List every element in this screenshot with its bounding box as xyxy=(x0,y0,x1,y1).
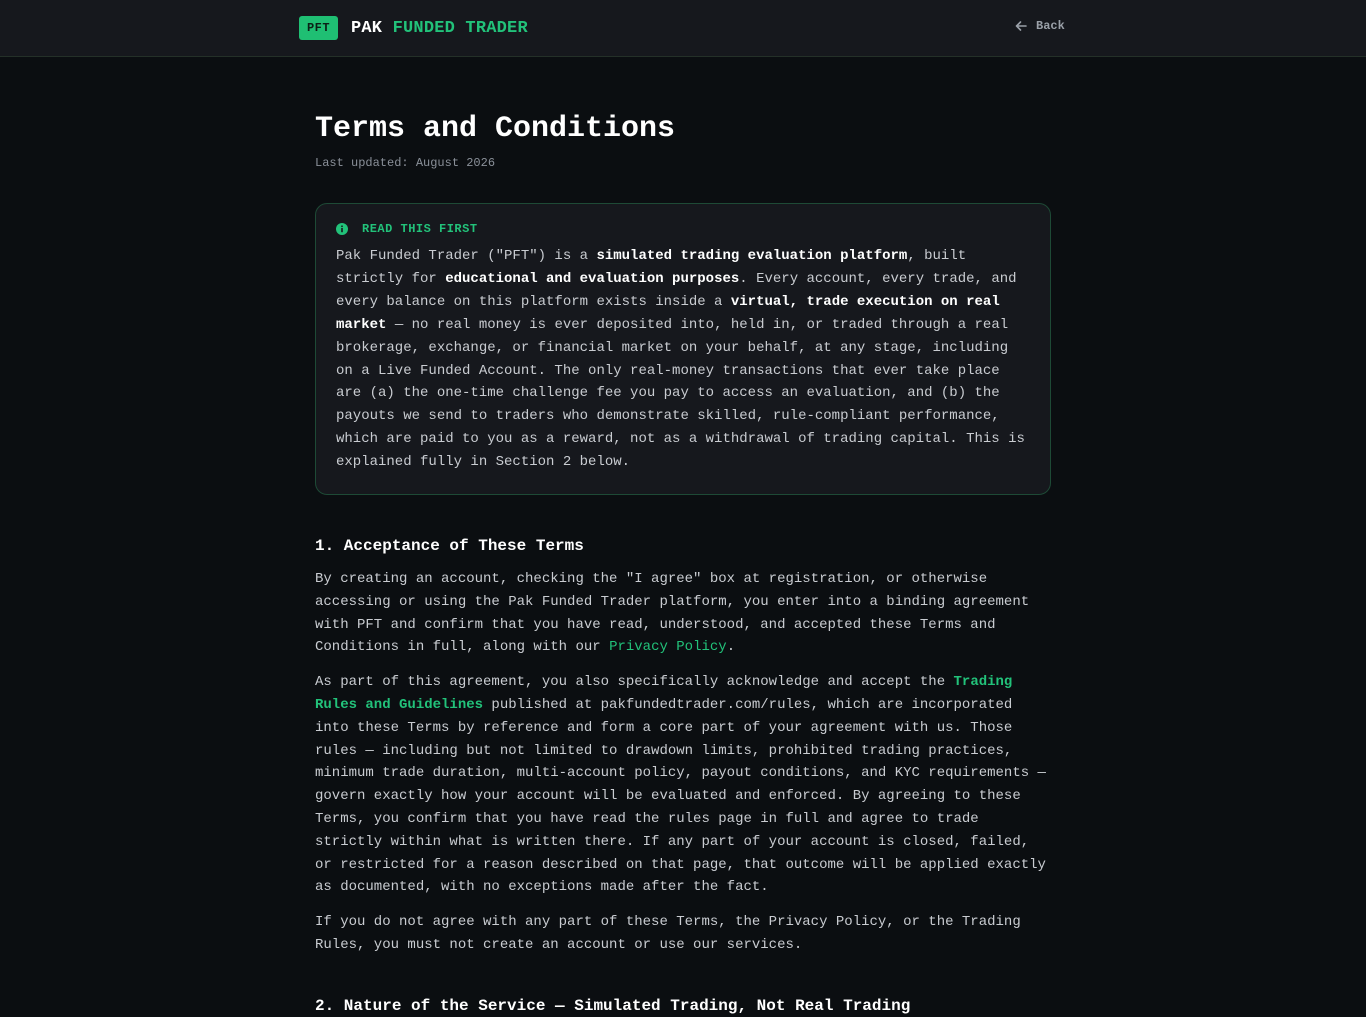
notice-text-4: — no real money is ever deposited into, held in, or traded through a real brokerage, exchange, or financial market on your behalf, at any stage, including on a Live Funded Account. The only real-money transactions that ever take place are (a) the one-time challenge fee you pay to access an evaluation, and (b) the payouts we send to traders who demonstrate skilled, rule-compliant performance, which are paid to you as a reward, not as a withdrawal of trading capital. This is explained fully in Section 2 below. xyxy=(336,316,1025,471)
privacy-policy-link[interactable]: Privacy Policy xyxy=(609,639,727,656)
section-1-para-1-text: By creating an account, checking the "I agree" box at registration, or otherwise accessing or using the Pak Funded Trader platform, you enter into a binding agreement with PFT and confirm that you have read, understood, and accepted these Terms and Conditions in full, along with our xyxy=(315,571,1030,656)
section-1-title: 1. Acceptance of These Terms xyxy=(315,537,584,556)
brand-logo[interactable] xyxy=(299,16,528,40)
notice-body xyxy=(336,245,1030,474)
notice-heading-text: READ THIS FIRST xyxy=(362,222,478,236)
notice-text-1: Pak Funded Trader ("PFT") is a xyxy=(336,248,597,264)
section-2-title: 2. Nature of the Service — Simulated Trading, Not Real Trading xyxy=(315,996,911,1015)
back-button[interactable] xyxy=(1015,19,1065,33)
read-first-notice xyxy=(315,203,1051,495)
notice-bold-2: educational and evaluation purposes xyxy=(445,270,740,287)
last-updated: Last updated: August 2026 xyxy=(315,156,496,170)
brand-name-first: PAK xyxy=(351,18,383,38)
notice-bold-3: virtual, trade execution on real market xyxy=(336,293,1000,333)
section-1-para-2-start: As part of this agreement, you also specifically acknowledge and accept the xyxy=(315,674,954,691)
section-1-paragraph-1 xyxy=(315,568,1051,659)
info-icon xyxy=(336,223,348,235)
brand-name xyxy=(351,19,528,38)
notice-text-2: , built strictly for xyxy=(336,248,967,287)
section-1-para-1-end: . xyxy=(726,639,736,656)
notice-bold-1: simulated trading evaluation platform xyxy=(596,248,908,264)
trading-rules-link[interactable]: Trading Rules and Guidelines xyxy=(315,674,1013,714)
top-navigation-bar xyxy=(0,0,1366,57)
section-1-para-2-rest: published at pakfundedtrader.com/rules, which are incorporated into these Terms by reference and form a core part of your agreement with us. Those rules — including but not limited to drawdown limits, prohibited trading practices, minimum trade duration, multi-account policy, payout conditions, and KYC requirements — govern exactly how your account will be evaluated and enforced. By agreeing to these Terms, you confirm that you have read the rules page in full and agree to trade strictly within what is written there. If any part of your account is closed, failed, or restricted for a reason described on that page, that outcome will be applied exactly as documented, with no exceptions made after the fact. xyxy=(315,697,1046,896)
page-title: Terms and Conditions xyxy=(315,112,676,146)
terms-content xyxy=(315,109,1051,1017)
brand-badge: PFT xyxy=(299,16,338,40)
notice-heading xyxy=(336,222,1030,236)
back-label: Back xyxy=(1036,19,1065,33)
section-1-paragraph-2 xyxy=(315,671,1051,899)
section-1-paragraph-3: If you do not agree with any part of these Terms, the Privacy Policy, or the Trading Rules, you must not create an account or use our services. xyxy=(315,914,1021,954)
arrow-left-icon xyxy=(1015,20,1027,32)
brand-name-accent: FUNDED TRADER xyxy=(392,18,528,38)
notice-text-3: . Every account, every trade, and every balance on this platform exists inside a xyxy=(336,270,1017,310)
